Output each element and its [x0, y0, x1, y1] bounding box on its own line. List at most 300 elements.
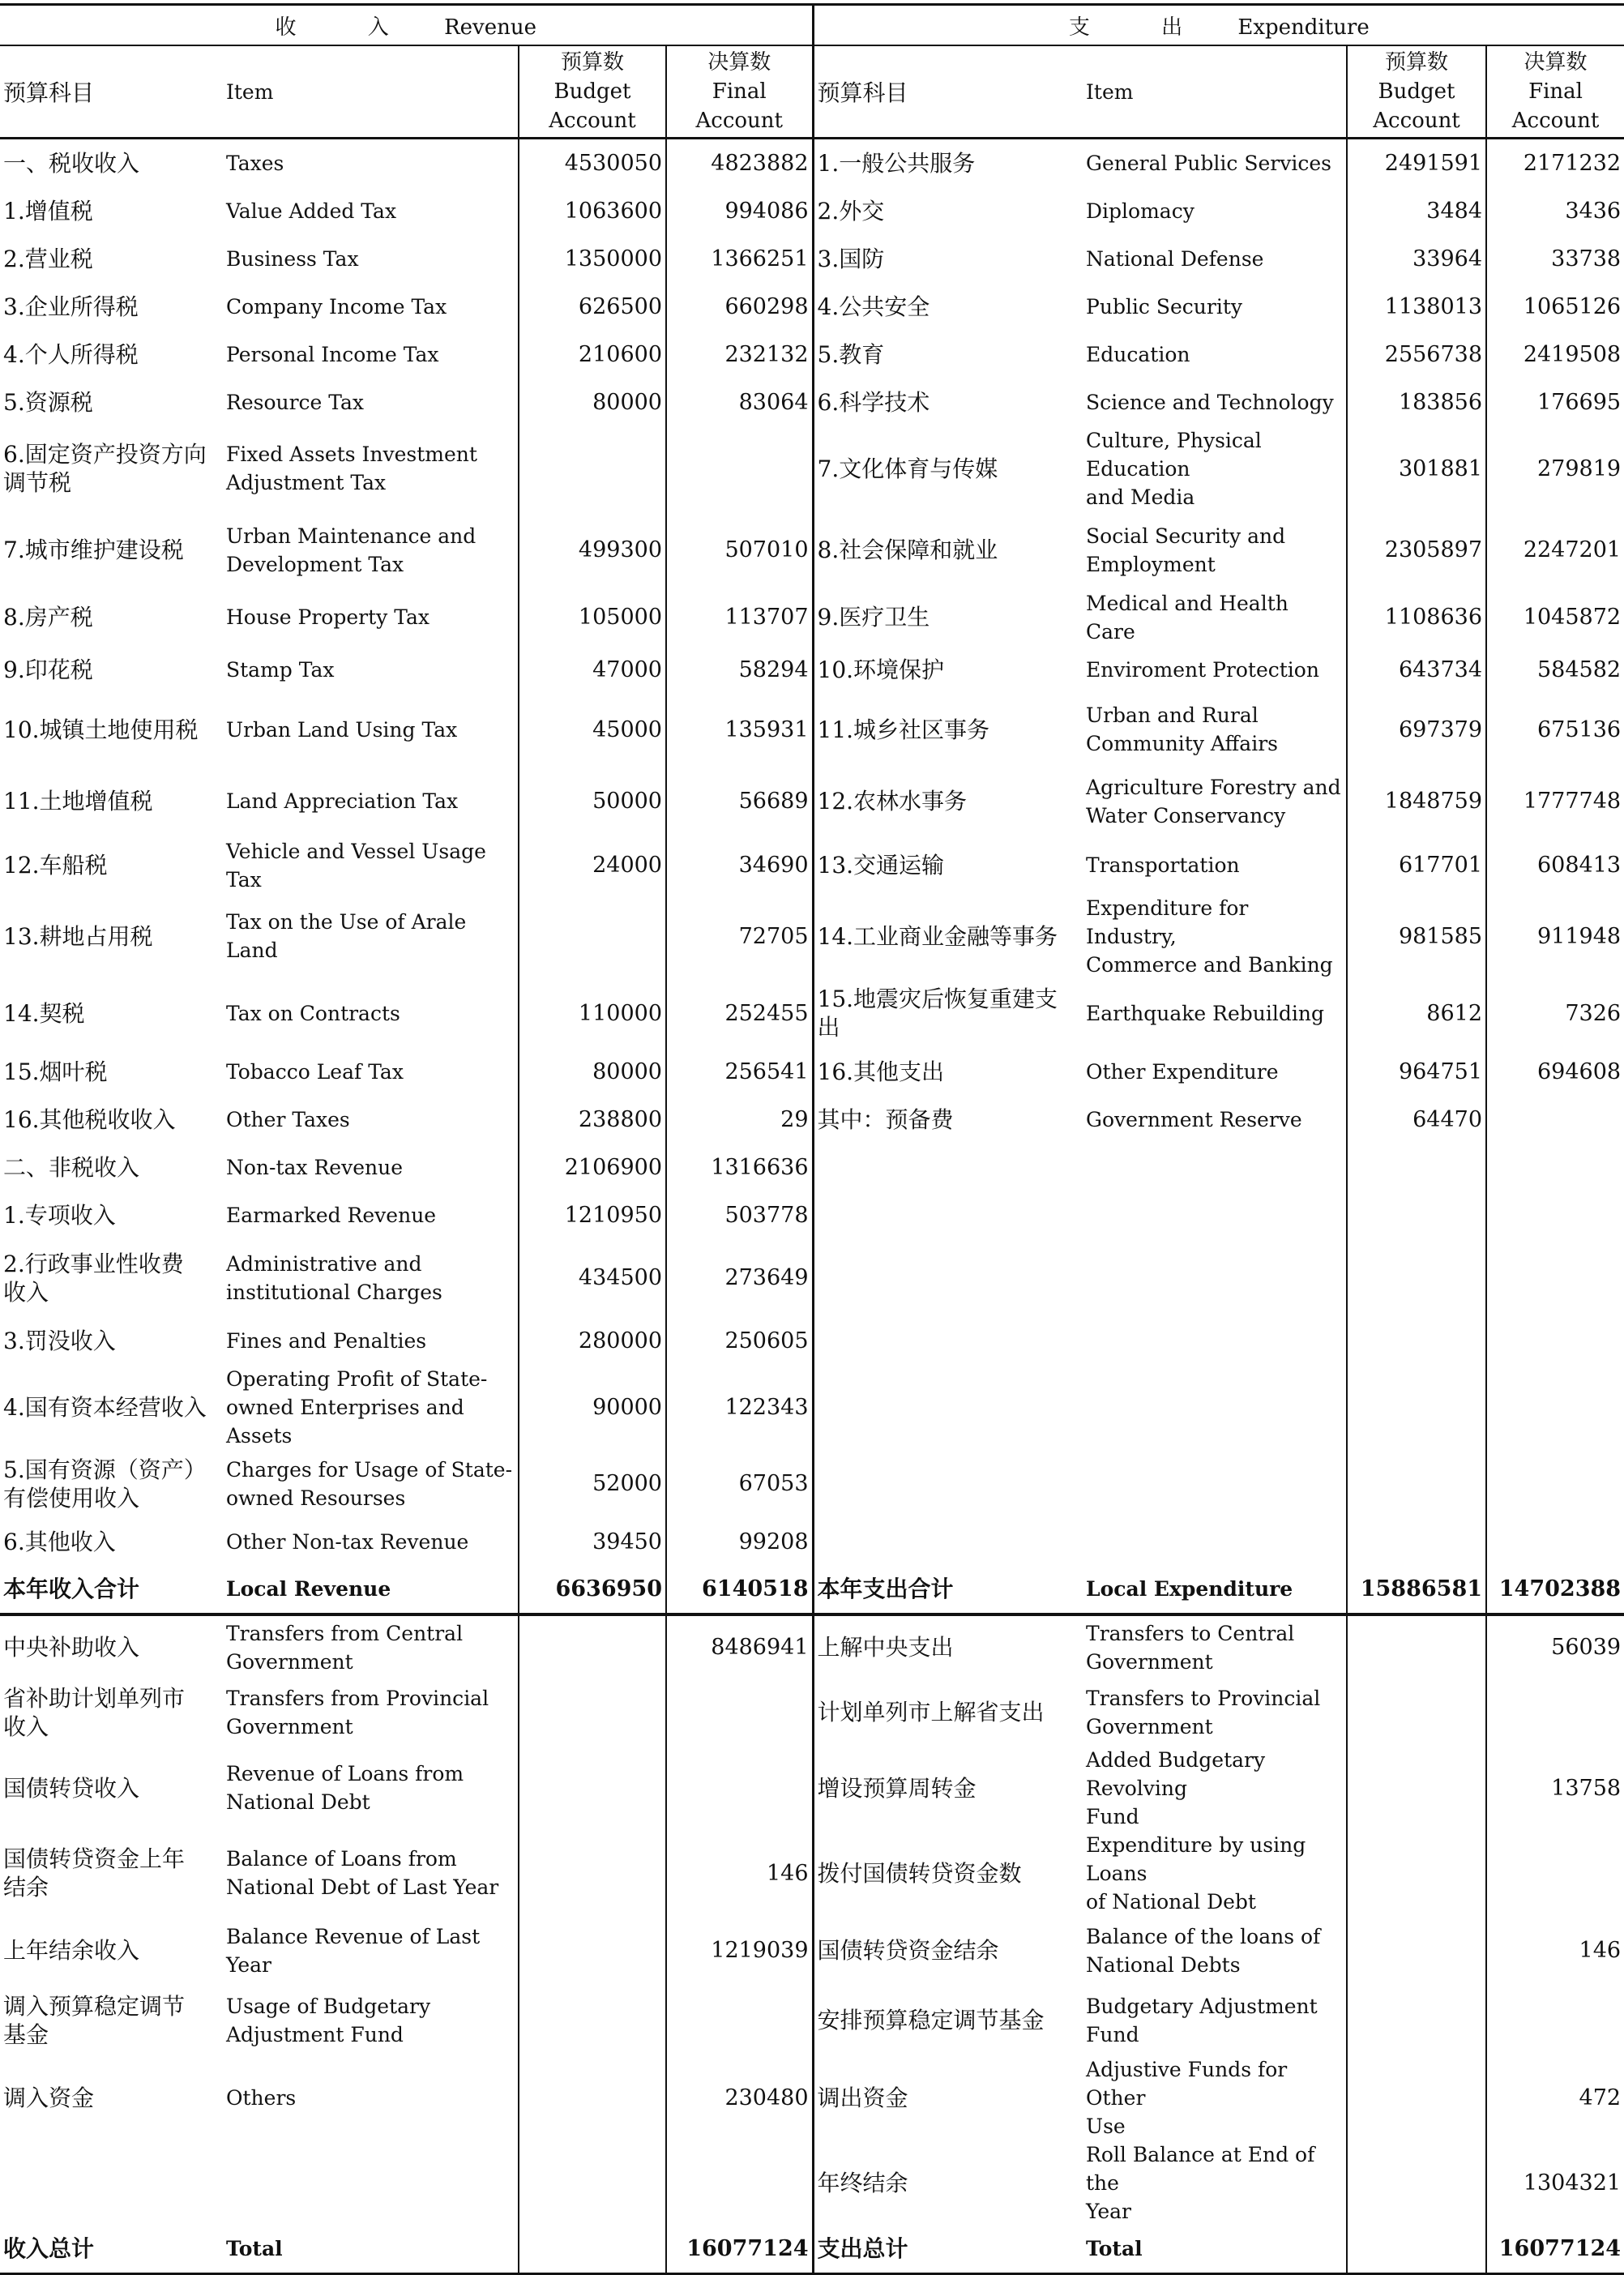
exp-final-value — [1486, 1831, 1624, 1916]
rev-item-en: Charges for Usage of State- owned Resourses — [226, 1457, 513, 1510]
exp-item-cn: 其中：预备费 — [813, 1096, 1083, 1144]
rev-final-value — [666, 426, 813, 511]
exp-item-cn: 9.医疗卫生 — [813, 589, 1083, 646]
exp-final-value: 2171232 — [1486, 139, 1624, 187]
exp-final-value: 13758 — [1486, 1746, 1624, 1831]
rev-final-value — [666, 1679, 813, 1746]
exp-item-cn: 支出总计 — [813, 2226, 1083, 2274]
rev-item-cn: 8.房产税 — [3, 604, 93, 631]
rev-final-value — [666, 1986, 813, 2055]
rev-budget-value: 105000 — [519, 589, 666, 646]
exp-item-en: Balance of the loans of National Debts — [1086, 1924, 1321, 1977]
table-row — [0, 331, 1624, 378]
grand-total-row — [0, 2226, 1624, 2274]
rev-final-value: 8486941 — [666, 1614, 813, 1679]
exp-item-cn — [813, 1317, 1083, 1365]
rev-budget-value: 6636950 — [519, 1566, 666, 1614]
exp-budget-value: 964751 — [1347, 1048, 1486, 1096]
exp-item-cn: 12.农林水事务 — [813, 766, 1083, 837]
exp-final-value — [1486, 1191, 1624, 1239]
exp-final-value — [1486, 1986, 1624, 2055]
exp-budget-value — [1347, 1365, 1486, 1450]
exp-item-en: Diplomacy — [1086, 199, 1194, 223]
rev-budget-value — [519, 2140, 666, 2226]
rev-item-en: Personal Income Tax — [226, 342, 439, 366]
rev-item-cn: 二、非税收入 — [3, 1153, 140, 1181]
rev-item-cn: 13.耕地占用税 — [3, 922, 153, 950]
exp-item-en: National Defense — [1086, 246, 1264, 271]
rev-item-cn — [0, 2140, 223, 2226]
exp-budget-value: 301881 — [1347, 426, 1486, 511]
exp-item-en: Transfers to Central Government — [1083, 1614, 1347, 1679]
table-row — [0, 1365, 1624, 1450]
rev-final-value: 252455 — [666, 979, 813, 1048]
table-row — [0, 378, 1624, 426]
exp-budget-value — [1347, 1450, 1486, 1518]
table-row — [0, 2140, 1624, 2226]
exp-item-en — [1083, 1239, 1347, 1317]
expenditure-header-en: Expenditure — [1237, 15, 1370, 40]
rev-final-value: 4823882 — [666, 139, 813, 187]
table-row — [0, 1048, 1624, 1096]
rev-budget-value: 434500 — [519, 1239, 666, 1317]
exp-item-en: Science and Technology — [1086, 390, 1334, 414]
rev-item-en: Balance Revenue of Last Year — [226, 1924, 481, 1977]
exp-final-value — [1486, 1365, 1624, 1450]
col-exp-final: 决算数 Final Account — [1486, 45, 1624, 139]
exp-final-value: 911948 — [1486, 894, 1624, 979]
exp-item-en — [1083, 1518, 1347, 1566]
exp-budget-value — [1347, 1679, 1486, 1746]
rev-budget-value — [519, 1986, 666, 2055]
exp-budget-value — [1347, 1144, 1486, 1191]
exp-item-cn: 4.公共安全 — [813, 283, 1083, 331]
rev-item-en: Earmarked Revenue — [226, 1203, 437, 1227]
exp-item-en — [1083, 1365, 1347, 1450]
rev-budget-value — [519, 2226, 666, 2274]
revenue-section-header — [0, 5, 813, 46]
rev-budget-value: 50000 — [519, 766, 666, 837]
exp-budget-value — [1347, 1986, 1486, 2055]
rev-item-cn: 1.增值税 — [3, 197, 93, 225]
rev-budget-value — [519, 1746, 666, 1831]
exp-final-value: 2419508 — [1486, 331, 1624, 378]
table-row — [0, 426, 1624, 511]
exp-budget-value: 183856 — [1347, 378, 1486, 426]
table-row — [0, 1096, 1624, 1144]
exp-item-cn — [813, 1191, 1083, 1239]
exp-budget-value: 2305897 — [1347, 511, 1486, 589]
exp-item-cn — [813, 1518, 1083, 1566]
rev-item-en: Fines and Penalties — [226, 1328, 427, 1353]
exp-item-en: Earthquake Rebuilding — [1086, 1001, 1324, 1025]
exp-final-value: 56039 — [1486, 1614, 1624, 1679]
exp-item-cn: 5.教育 — [813, 331, 1083, 378]
exp-budget-value: 1848759 — [1347, 766, 1486, 837]
exp-final-value: 1777748 — [1486, 766, 1624, 837]
rev-item-en: Non-tax Revenue — [226, 1155, 404, 1179]
exp-budget-value: 643734 — [1347, 646, 1486, 694]
rev-budget-value — [519, 894, 666, 979]
rev-budget-value — [519, 1614, 666, 1679]
exp-budget-value — [1347, 1831, 1486, 1916]
rev-item-cn: 7.城市维护建设税 — [3, 537, 184, 563]
rev-budget-value: 2106900 — [519, 1144, 666, 1191]
exp-final-value: 14702388 — [1486, 1566, 1624, 1614]
exp-budget-value — [1347, 1317, 1486, 1365]
exp-item-en: Roll Balance at End of the Year — [1086, 2142, 1315, 2223]
exp-item-cn: 调出资金 — [813, 2055, 1083, 2140]
exp-item-cn — [813, 1365, 1083, 1450]
exp-item-cn — [813, 1239, 1083, 1317]
exp-final-value: 3436 — [1486, 187, 1624, 235]
rev-item-cn: 5.国有资源（资产） 有偿使用收入 — [3, 1456, 207, 1512]
exp-item-cn: 3.国防 — [813, 235, 1083, 283]
rev-item-cn: 10.城镇土地使用税 — [3, 716, 199, 743]
exp-item-cn — [813, 1144, 1083, 1191]
rev-final-value: 99208 — [666, 1518, 813, 1566]
rev-item-en: Urban Maintenance and Development Tax — [226, 524, 477, 576]
rev-item-en: Taxes — [226, 151, 284, 175]
exp-final-value: 608413 — [1486, 837, 1624, 894]
rev-item-en: Revenue of Loans from National Debt — [226, 1762, 464, 1814]
col-exp-cn: 预算科目 — [813, 45, 1083, 139]
rev-final-value: 6140518 — [666, 1566, 813, 1614]
rev-item-cn: 本年收入合计 — [3, 1576, 140, 1602]
exp-final-value — [1486, 1518, 1624, 1566]
exp-final-value: 1304321 — [1486, 2140, 1624, 2226]
exp-final-value: 694608 — [1486, 1048, 1624, 1096]
rev-item-en: Other Non-tax Revenue — [226, 1529, 469, 1554]
rev-item-cn: 1.专项收入 — [3, 1201, 116, 1229]
exp-item-cn: 15.地震灾后恢复重建支出 — [813, 979, 1083, 1048]
exp-item-en: Urban and Rural Community Affairs — [1086, 703, 1278, 755]
rev-budget-value: 110000 — [519, 979, 666, 1048]
exp-item-en: Transfers to Provincial Government — [1086, 1686, 1321, 1738]
exp-item-en: Enviroment Protection — [1086, 657, 1319, 682]
exp-final-value: 176695 — [1486, 378, 1624, 426]
exp-budget-value: 1108636 — [1347, 589, 1486, 646]
rev-final-value: 273649 — [666, 1239, 813, 1317]
rev-final-value: 113707 — [666, 589, 813, 646]
table-row — [0, 1746, 1624, 1831]
rev-budget-value: 210600 — [519, 331, 666, 378]
rev-item-cn: 调入预算稳定调节 基金 — [3, 1992, 186, 2048]
exp-item-en: Medical and Health Care — [1086, 591, 1289, 644]
rev-item-en: Urban Land Using Tax — [226, 717, 458, 742]
rev-item-en: Business Tax — [226, 246, 359, 271]
table-row — [0, 1916, 1624, 1986]
exp-final-value: 472 — [1486, 2055, 1624, 2140]
table-row — [0, 589, 1624, 646]
rev-budget-value: 280000 — [519, 1317, 666, 1365]
exp-item-en: Social Security and Employment — [1086, 524, 1286, 576]
rev-item-cn: 一、税收收入 — [3, 149, 140, 177]
rev-item-cn: 9.印花税 — [3, 656, 93, 683]
rev-item-en: Value Added Tax — [226, 199, 397, 223]
rev-final-value: 58294 — [666, 646, 813, 694]
exp-final-value: 146 — [1486, 1916, 1624, 1986]
exp-item-en: Total — [1083, 2226, 1347, 2274]
exp-budget-value: 64470 — [1347, 1096, 1486, 1144]
rev-item-en: Local Revenue — [226, 1577, 391, 1601]
rev-final-value: 34690 — [666, 837, 813, 894]
table-row — [0, 1986, 1624, 2055]
exp-item-cn: 6.科学技术 — [813, 378, 1083, 426]
rev-final-value: 1316636 — [666, 1144, 813, 1191]
exp-final-value: 279819 — [1486, 426, 1624, 511]
exp-final-value — [1486, 1679, 1624, 1746]
rev-item-cn: 6.固定资产投资方向 调节税 — [3, 441, 207, 496]
rev-budget-value: 1210950 — [519, 1191, 666, 1239]
rev-item-en: Vehicle and Vessel Usage Tax — [226, 839, 486, 892]
rev-budget-value: 39450 — [519, 1518, 666, 1566]
revenue-expenditure-table — [0, 3, 1624, 2275]
rev-final-value: 507010 — [666, 511, 813, 589]
rev-budget-value: 1063600 — [519, 187, 666, 235]
exp-final-value: 584582 — [1486, 646, 1624, 694]
rev-item-en: Others — [226, 2085, 297, 2110]
rev-item-cn: 国债转贷收入 — [3, 1774, 140, 1802]
exp-budget-value: 617701 — [1347, 837, 1486, 894]
rev-budget-value: 4530050 — [519, 139, 666, 187]
exp-budget-value: 33964 — [1347, 235, 1486, 283]
exp-item-en: Education — [1086, 342, 1190, 366]
rev-item-cn: 省补助计划单列市 收入 — [3, 1684, 186, 1740]
exp-item-en — [1083, 1450, 1347, 1518]
expenditure-section-header — [813, 5, 1624, 46]
table-row — [0, 766, 1624, 837]
rev-item-cn: 14.契税 — [3, 999, 85, 1027]
rev-final-value: 230480 — [666, 2055, 813, 2140]
rev-item-cn: 2.营业税 — [3, 245, 93, 272]
exp-budget-value: 697379 — [1347, 694, 1486, 766]
exp-item-en: Local Expenditure — [1086, 1577, 1293, 1601]
rev-item-en: Balance of Loans from National Debt of Last Year — [226, 1847, 499, 1899]
exp-item-cn: 7.文化体育与传媒 — [813, 426, 1083, 511]
rev-final-value — [666, 2140, 813, 2226]
rev-item-cn: 12.车船税 — [3, 852, 108, 879]
exp-item-en: Expenditure for Industry, Commerce and Banking — [1086, 896, 1333, 977]
rev-item-cn: 4.个人所得税 — [3, 340, 139, 368]
rev-final-value: 72705 — [666, 894, 813, 979]
rev-item-cn: 2.行政事业性收费 收入 — [3, 1250, 184, 1306]
rev-final-value: 660298 — [666, 283, 813, 331]
rev-item-cn: 16.其他税收收入 — [3, 1105, 176, 1133]
table-row — [0, 837, 1624, 894]
rev-item-en: Transfers from Provincial Government — [226, 1686, 489, 1738]
exp-final-value — [1486, 1317, 1624, 1365]
column-header-row — [0, 45, 1624, 139]
exp-item-cn: 上解中央支出 — [813, 1614, 1083, 1679]
exp-final-value: 2247201 — [1486, 511, 1624, 589]
exp-item-en: Government Reserve — [1086, 1107, 1302, 1131]
rev-item-cn: 调入资金 — [3, 2084, 95, 2111]
exp-budget-value — [1347, 1518, 1486, 1566]
rev-budget-value: 52000 — [519, 1450, 666, 1518]
col-rev-en: Item — [223, 45, 519, 139]
rev-item-en — [223, 2140, 519, 2226]
exp-budget-value — [1347, 2140, 1486, 2226]
rev-budget-value: 80000 — [519, 1048, 666, 1096]
exp-item-cn: 本年支出合计 — [813, 1566, 1083, 1614]
rev-final-value: 994086 — [666, 187, 813, 235]
rev-item-en: Stamp Tax — [226, 657, 335, 682]
exp-item-en: Adjustive Funds for Other Use — [1086, 2057, 1288, 2138]
exp-budget-value — [1347, 1916, 1486, 1986]
rev-budget-value: 1350000 — [519, 235, 666, 283]
rev-final-value: 1219039 — [666, 1916, 813, 1986]
exp-item-en: Culture, Physical Education and Media — [1086, 428, 1262, 509]
rev-item-en: Resource Tax — [226, 390, 365, 414]
rev-item-en: Usage of Budgetary Adjustment Fund — [226, 1994, 431, 2046]
exp-item-cn: 计划单列市上解省支出 — [813, 1679, 1083, 1746]
rev-item-en: Total — [223, 2226, 519, 2274]
rev-item-en: Tobacco Leaf Tax — [226, 1059, 404, 1084]
rev-budget-value — [519, 426, 666, 511]
exp-item-cn: 11.城乡社区事务 — [813, 694, 1083, 766]
table-row — [0, 694, 1624, 766]
rev-item-cn: 4.国有资本经营收入 — [3, 1393, 207, 1421]
exp-final-value: 16077124 — [1486, 2226, 1624, 2274]
rev-final-value: 146 — [666, 1831, 813, 1916]
rev-item-en: Transfers from Central Government — [223, 1614, 519, 1679]
exp-budget-value: 8612 — [1347, 979, 1486, 1048]
exp-budget-value — [1347, 2055, 1486, 2140]
rev-item-cn: 6.其他收入 — [3, 1528, 116, 1555]
rev-item-en: Operating Profit of State- owned Enterprises and Assets — [226, 1366, 488, 1448]
rev-budget-value: 24000 — [519, 837, 666, 894]
rev-budget-value: 90000 — [519, 1365, 666, 1450]
rev-item-cn: 11.土地增值税 — [3, 788, 153, 815]
exp-item-cn: 13.交通运输 — [813, 837, 1083, 894]
rev-budget-value — [519, 1831, 666, 1916]
exp-budget-value: 15886581 — [1347, 1566, 1486, 1614]
exp-budget-value: 2491591 — [1347, 139, 1486, 187]
col-rev-cn: 预算科目 — [0, 45, 223, 139]
rev-budget-value — [519, 1916, 666, 1986]
exp-item-cn: 增设预算周转金 — [813, 1746, 1083, 1831]
rev-final-value: 1366251 — [666, 235, 813, 283]
rev-item-cn: 收入总计 — [0, 2226, 223, 2274]
exp-item-en: Budgetary Adjustment Fund — [1086, 1994, 1318, 2046]
section-header-row — [0, 5, 1624, 46]
exp-budget-value — [1347, 1239, 1486, 1317]
rev-final-value — [666, 1746, 813, 1831]
rev-final-value: 122343 — [666, 1365, 813, 1450]
rev-budget-value: 80000 — [519, 378, 666, 426]
rev-item-cn: 15.烟叶税 — [3, 1058, 108, 1085]
table-row — [0, 187, 1624, 235]
rev-budget-value: 238800 — [519, 1096, 666, 1144]
table-row — [0, 1831, 1624, 1916]
table-row — [0, 646, 1624, 694]
exp-item-en: Transportation — [1086, 853, 1240, 877]
rev-item-en: Fixed Assets Investment Adjustment Tax — [226, 443, 477, 494]
rev-item-cn: 国债转贷资金上年 结余 — [3, 1845, 186, 1901]
exp-item-en: Expenditure by using Loans of National Debt — [1086, 1832, 1306, 1914]
rev-item-en: Tax on Contracts — [226, 1001, 400, 1025]
col-exp-budget: 预算数 Budget Account — [1347, 45, 1486, 139]
rev-final-value: 67053 — [666, 1450, 813, 1518]
exp-item-en: General Public Services — [1086, 151, 1331, 175]
exp-item-en: Other Expenditure — [1086, 1059, 1279, 1084]
rev-item-cn: 上年结余收入 — [3, 1937, 140, 1964]
exp-item-cn: 16.其他支出 — [813, 1048, 1083, 1096]
exp-item-en — [1083, 1144, 1347, 1191]
rev-budget-value — [519, 1679, 666, 1746]
rev-final-value: 56689 — [666, 766, 813, 837]
exp-item-en — [1083, 1191, 1347, 1239]
exp-item-en: Added Budgetary Revolving Fund — [1086, 1747, 1266, 1828]
rev-final-value: 16077124 — [666, 2226, 813, 2274]
rev-item-cn: 3.罚没收入 — [3, 1327, 116, 1354]
exp-item-cn: 年终结余 — [813, 2140, 1083, 2226]
exp-item-cn: 14.工业商业金融等事务 — [813, 894, 1083, 979]
table-row — [0, 1317, 1624, 1365]
rev-final-value: 83064 — [666, 378, 813, 426]
exp-item-en: Agriculture Forestry and Water Conservancy — [1086, 775, 1341, 827]
exp-item-cn: 10.环境保护 — [813, 646, 1083, 694]
rev-budget-value: 499300 — [519, 511, 666, 589]
table-row — [0, 235, 1624, 283]
exp-item-cn: 拨付国债转贷资金数 — [813, 1831, 1083, 1916]
rev-item-en: House Property Tax — [226, 605, 430, 629]
exp-budget-value — [1347, 1746, 1486, 1831]
exp-item-cn: 1.一般公共服务 — [813, 139, 1083, 187]
exp-item-cn: 国债转贷资金结余 — [813, 1916, 1083, 1986]
rev-final-value: 135931 — [666, 694, 813, 766]
table-row — [0, 2055, 1624, 2140]
rev-item-cn: 中央补助收入 — [0, 1614, 223, 1679]
exp-final-value — [1486, 1096, 1624, 1144]
rev-item-cn: 5.资源税 — [3, 388, 93, 416]
exp-budget-value: 2556738 — [1347, 331, 1486, 378]
exp-budget-value — [1347, 2226, 1486, 2274]
exp-item-en: Public Security — [1086, 294, 1243, 319]
table-row — [0, 139, 1624, 187]
exp-final-value: 7326 — [1486, 979, 1624, 1048]
rev-item-en: Administrative and institutional Charges — [226, 1251, 442, 1304]
rev-item-en: Tax on the Use of Arale Land — [226, 910, 467, 962]
table-row — [0, 1191, 1624, 1239]
expenditure-header-cn: 支 出 — [1068, 15, 1216, 40]
rev-final-value: 232132 — [666, 331, 813, 378]
table-row — [0, 1614, 1624, 1679]
table-row — [0, 1679, 1624, 1746]
exp-budget-value: 981585 — [1347, 894, 1486, 979]
revenue-header-en: Revenue — [444, 15, 536, 40]
col-exp-en: Item — [1083, 45, 1347, 139]
table-row — [0, 1450, 1624, 1518]
table-row — [0, 283, 1624, 331]
table-row — [0, 1239, 1624, 1317]
exp-item-cn: 8.社会保障和就业 — [813, 511, 1083, 589]
table-row — [0, 979, 1624, 1048]
rev-item-en: Other Taxes — [226, 1107, 350, 1131]
col-rev-budget: 预算数 Budget Account — [519, 45, 666, 139]
exp-budget-value — [1347, 1614, 1486, 1679]
rev-final-value: 503778 — [666, 1191, 813, 1239]
rev-final-value: 29 — [666, 1096, 813, 1144]
rev-final-value: 256541 — [666, 1048, 813, 1096]
table-row — [0, 1144, 1624, 1191]
exp-item-cn — [813, 1450, 1083, 1518]
table-row — [0, 511, 1624, 589]
exp-final-value — [1486, 1450, 1624, 1518]
revenue-header-cn: 收 入 — [275, 15, 421, 40]
rev-budget-value: 47000 — [519, 646, 666, 694]
